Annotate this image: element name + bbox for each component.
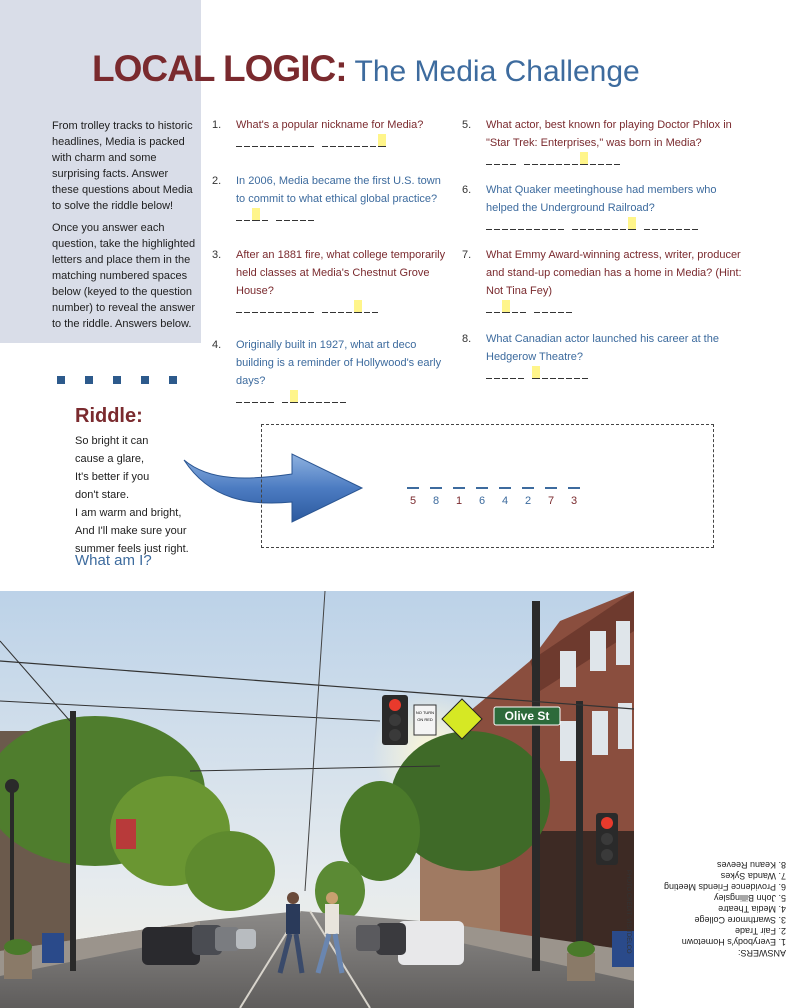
svg-text:ON RED: ON RED <box>417 717 433 722</box>
riddle-heading: Riddle: <box>75 405 143 427</box>
question-number: 4. <box>212 339 222 351</box>
answer-blanks[interactable] <box>236 136 452 150</box>
highlight-letter-6 <box>628 217 636 230</box>
question-text: After an 1881 fire, what college temporarily held classes at Media's Chestnut Grove House? <box>236 249 446 297</box>
intro-text <box>52 118 198 338</box>
question-8 <box>462 330 742 382</box>
riddle-line: don't stare. <box>75 489 130 501</box>
riddle-answer-box <box>261 424 714 548</box>
answers-key <box>646 828 786 958</box>
answer-item: 8. Keanu Reeves <box>716 860 786 870</box>
answer-slot[interactable]: 3 <box>566 487 582 507</box>
intro-paragraph-1: From trolley tracks to historic headlines, Media is packed with charm and some surprising facts. Answer these questions about Media to solve the riddle below! <box>52 120 193 212</box>
question-text: What Quaker meetinghouse had members who helped the Underground Railroad? <box>486 184 717 214</box>
question-6 <box>462 181 742 233</box>
question-text: What's a popular nickname for Media? <box>236 119 424 131</box>
question-7 <box>462 246 742 316</box>
answer-blanks[interactable] <box>486 368 742 382</box>
question-5 <box>462 116 742 168</box>
riddle-line: summer feels just right. <box>75 543 189 555</box>
riddle-line: So bright it can <box>75 435 149 447</box>
answer-slot[interactable]: 1 <box>451 487 467 507</box>
question-text: What actor, best known for playing Doctor Phlox in "Star Trek: Enterprises," was born in Media? <box>486 119 732 149</box>
riddle-line: And I'll make sure your <box>75 525 187 537</box>
answer-item: 3. Swarthmore College <box>694 915 786 925</box>
svg-text:NO TURN: NO TURN <box>415 710 435 715</box>
page-title <box>92 48 640 90</box>
title-bold: LOCAL LOGIC: <box>92 48 347 89</box>
answer-item: 7. Wanda Sykes <box>720 871 786 881</box>
answer-slot[interactable]: 4 <box>497 487 513 507</box>
question-1 <box>212 116 452 150</box>
riddle-question: What am I? <box>75 552 152 569</box>
highlight-letter-4 <box>290 390 298 403</box>
answer-slot[interactable]: 7 <box>543 487 559 507</box>
question-number: 8. <box>462 333 472 345</box>
olive-st-sign-label: Olive St <box>504 709 550 723</box>
highlight-letter-2 <box>252 208 260 221</box>
answer-slot[interactable]: 8 <box>428 487 444 507</box>
answers-heading: ANSWERS: <box>737 948 786 958</box>
answer-slots <box>405 487 589 509</box>
answer-slot[interactable]: 5 <box>405 487 421 507</box>
riddle-line: I am warm and bright, <box>75 507 182 519</box>
answer-blanks[interactable] <box>486 219 742 233</box>
question-number: 7. <box>462 249 472 261</box>
photo-credit: PHOTO CREDIT: VISITDELCO <box>625 870 631 954</box>
decorative-squares <box>57 371 197 389</box>
question-number: 5. <box>462 119 472 131</box>
intro-paragraph-2: Once you answer each question, take the highlighted letters and place them in the matching numbered spaces below (keyed to the question number) to reveal the answer to the riddle. Answers below. <box>52 222 196 330</box>
answer-item: 6. Providence Friends Meeting <box>663 882 786 892</box>
answer-item: 4. Media Theatre <box>718 904 786 914</box>
street-photo <box>0 591 634 1008</box>
answer-blanks[interactable] <box>486 154 742 168</box>
question-text: In 2006, Media became the first U.S. town to commit to what ethical global practice? <box>236 175 441 205</box>
highlight-letter-7 <box>502 300 510 313</box>
riddle-line: It's better if you <box>75 471 150 483</box>
riddle-text <box>75 432 189 558</box>
highlight-letter-8 <box>532 366 540 379</box>
highlight-letter-3 <box>354 300 362 313</box>
answer-blanks[interactable] <box>236 392 452 406</box>
answer-item: 1. Everybody's Hometown <box>681 937 786 947</box>
question-text: Originally built in 1927, what art deco building is a reminder of Hollywood's early days? <box>236 339 442 387</box>
answer-slot[interactable]: 6 <box>474 487 490 507</box>
answer-item: 2. Fair Trade <box>734 926 786 936</box>
answer-blanks[interactable] <box>236 302 452 316</box>
answer-blanks[interactable] <box>236 210 452 224</box>
question-number: 2. <box>212 175 222 187</box>
question-number: 6. <box>462 184 472 196</box>
question-number: 1. <box>212 119 222 131</box>
question-number: 3. <box>212 249 222 261</box>
answer-item: 5. John Billingsley <box>713 893 786 903</box>
question-text: What Canadian actor launched his career at the Hedgerow Theatre? <box>486 333 719 363</box>
answer-slot[interactable]: 2 <box>520 487 536 507</box>
riddle-line: cause a glare, <box>75 453 145 465</box>
highlight-letter-1 <box>378 134 386 147</box>
question-text: What Emmy Award-winning actress, writer, producer and stand-up comedian has a home in Media? (Hint: Not Tina Fey) <box>486 249 742 297</box>
question-4 <box>212 336 452 406</box>
question-3 <box>212 246 452 316</box>
highlight-letter-5 <box>580 152 588 165</box>
title-light: The Media Challenge <box>354 55 640 88</box>
question-2 <box>212 172 452 224</box>
answer-blanks[interactable] <box>486 302 742 316</box>
